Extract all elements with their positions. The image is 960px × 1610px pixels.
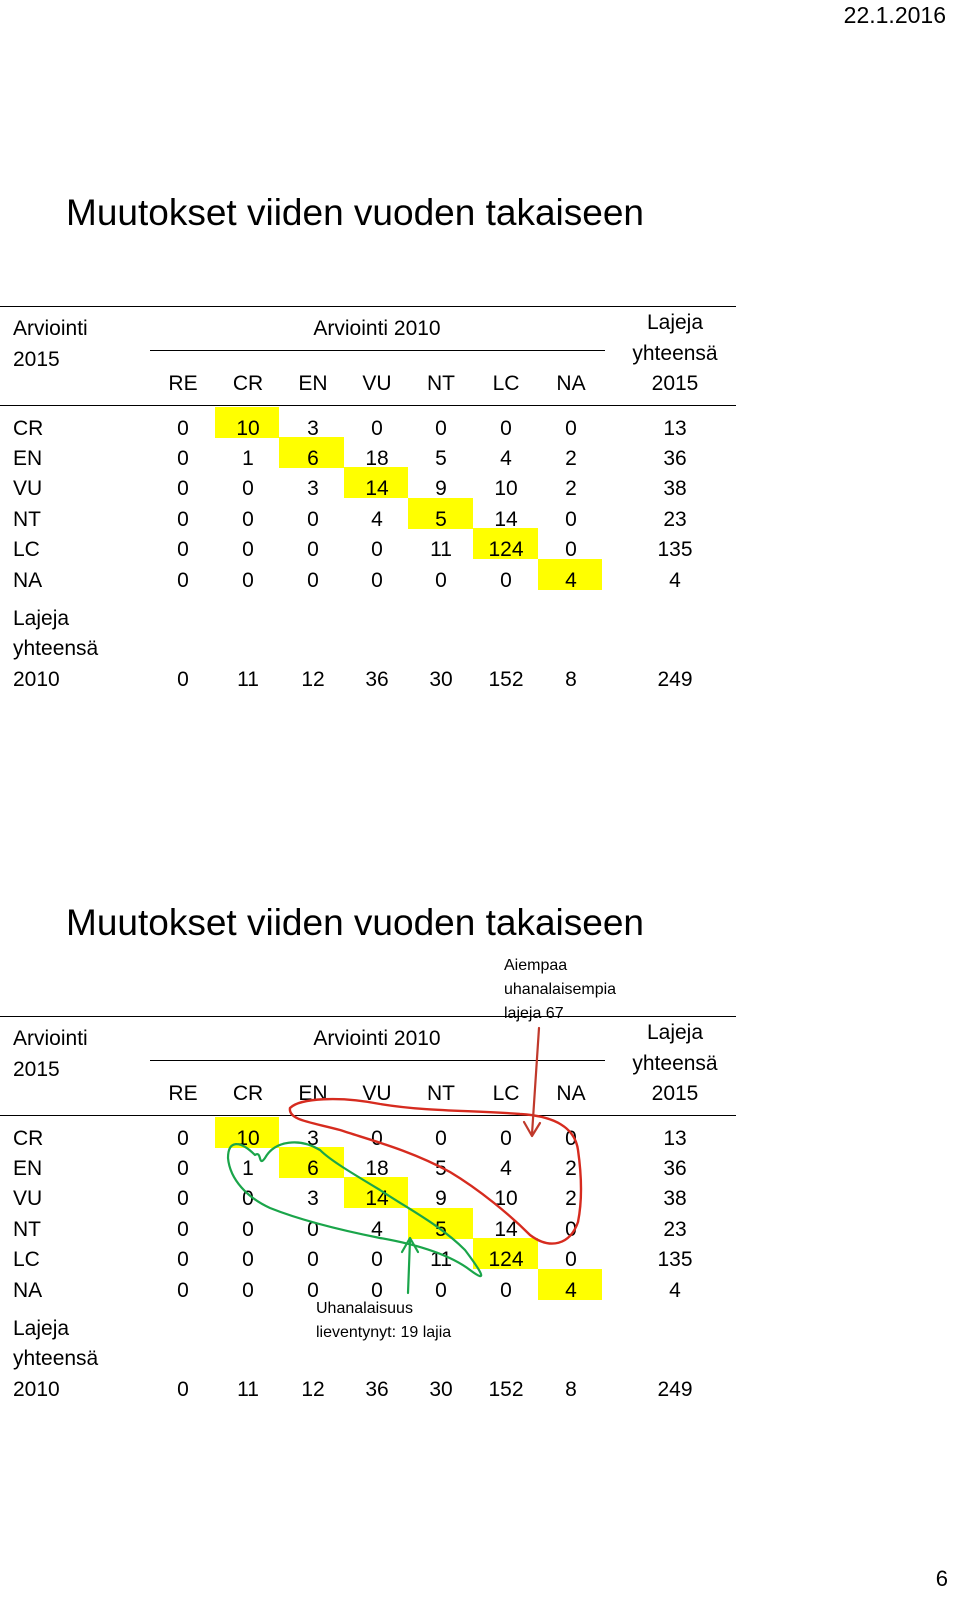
table-cell: 5	[435, 508, 447, 531]
table-cell: 4	[371, 1218, 383, 1241]
table-cell: 0	[500, 569, 512, 592]
column-header-en: EN	[298, 1082, 328, 1105]
column-total: 8	[565, 1378, 577, 1401]
table-cell: 0	[307, 508, 319, 531]
table-cell: 0	[500, 417, 512, 440]
row-label-na: NA	[13, 569, 43, 592]
column-total: 0	[177, 1378, 189, 1401]
total-column-label: 2015	[651, 1082, 699, 1105]
table-cell: 5	[435, 1218, 447, 1241]
table-cell: 0	[177, 1157, 189, 1180]
row-total: 4	[669, 1279, 681, 1302]
annotation-drawing	[0, 710, 960, 1420]
table-cell: 4	[565, 1279, 577, 1302]
column-header-na: NA	[556, 1082, 586, 1105]
row-label-en: EN	[13, 447, 43, 470]
table-cell: 0	[307, 538, 319, 561]
table-cell: 3	[307, 477, 319, 500]
table-cell: 1	[242, 447, 254, 470]
slide-1	[0, 0, 960, 710]
group-header-rule	[150, 350, 605, 351]
table-cell: 6	[307, 1157, 319, 1180]
column-total: 11	[237, 1378, 259, 1401]
column-header-vu: VU	[362, 372, 392, 395]
row-label-vu: VU	[13, 1187, 43, 1210]
column-header-lc: LC	[492, 1082, 520, 1105]
table-cell: 11	[430, 538, 452, 561]
table-cell: 0	[177, 1248, 189, 1271]
table-cell: 1	[242, 1157, 254, 1180]
total-column-label: 2015	[651, 372, 699, 395]
table-cell: 0	[242, 477, 254, 500]
table-cell: 0	[565, 508, 577, 531]
column-header-cr: CR	[232, 372, 264, 395]
table-cell: 2	[565, 477, 577, 500]
table-cell: 6	[307, 447, 319, 470]
row-label-vu: VU	[13, 477, 43, 500]
table-cell: 18	[365, 1157, 389, 1180]
table-cell: 0	[242, 1218, 254, 1241]
table-cell: 9	[435, 477, 447, 500]
table-cell: 3	[307, 1187, 319, 1210]
row-total: 23	[663, 508, 687, 531]
table-cell: 124	[488, 538, 524, 561]
row-label-lc: LC	[13, 1248, 40, 1271]
total-column-label: yhteensä	[632, 1052, 718, 1075]
table-cell: 0	[565, 1127, 577, 1150]
table-cell: 5	[435, 447, 447, 470]
column-group-label: Arviointi 2010	[313, 1027, 441, 1050]
column-total: 0	[177, 668, 189, 691]
table-cell: 2	[565, 447, 577, 470]
table-cell: 0	[565, 1248, 577, 1271]
table-cell: 2	[565, 1157, 577, 1180]
table-cell: 0	[307, 1218, 319, 1241]
table-cell: 10	[494, 477, 518, 500]
table-cell: 0	[565, 538, 577, 561]
table-cell: 0	[435, 1127, 447, 1150]
totals-row-label: Lajeja	[13, 1317, 70, 1340]
table-cell: 4	[371, 508, 383, 531]
table-cell: 14	[494, 1218, 518, 1241]
table-cell: 10	[494, 1187, 518, 1210]
table-cell: 10	[236, 417, 260, 440]
table-cell: 0	[177, 569, 189, 592]
table-cell: 4	[565, 569, 577, 592]
row-label-cr: CR	[13, 1127, 44, 1150]
grand-total: 249	[657, 668, 693, 691]
slide-2	[0, 710, 960, 1420]
table-cell: 0	[242, 569, 254, 592]
row-label-nt: NT	[13, 1218, 41, 1241]
table-cell: 0	[500, 1127, 512, 1150]
row-total: 4	[669, 569, 681, 592]
table-cell: 3	[307, 1127, 319, 1150]
table-cell: 3	[307, 417, 319, 440]
table-cell: 0	[177, 1218, 189, 1241]
table-cell: 0	[307, 569, 319, 592]
table-cell: 4	[500, 447, 512, 470]
table-cell: 0	[177, 1187, 189, 1210]
table-cell: 5	[435, 1157, 447, 1180]
group-header-rule	[150, 1060, 605, 1061]
row-total: 23	[663, 1218, 687, 1241]
row-total: 36	[663, 447, 687, 470]
column-total: 36	[365, 668, 389, 691]
column-header-re: RE	[168, 372, 198, 395]
table-cell: 0	[307, 1248, 319, 1271]
header-date: 22.1.2016	[843, 2, 946, 28]
table-cell: 0	[307, 1279, 319, 1302]
table-cell: 0	[565, 1218, 577, 1241]
column-total: 30	[429, 668, 453, 691]
column-total: 11	[237, 668, 259, 691]
table-cell: 0	[177, 417, 189, 440]
totals-row-label: yhteensä	[13, 1347, 99, 1370]
table-cell: 0	[242, 1248, 254, 1271]
table-cell: 0	[435, 1279, 447, 1302]
table-cell: 0	[177, 1127, 189, 1150]
column-total: 152	[488, 668, 524, 691]
table-cell: 0	[177, 538, 189, 561]
row-label-cr: CR	[13, 417, 44, 440]
arrow-improved	[408, 1240, 410, 1293]
row-header-label: Arviointi	[13, 317, 88, 340]
row-total: 38	[663, 1187, 687, 1210]
table-cell: 0	[242, 1279, 254, 1302]
table-cell: 0	[565, 417, 577, 440]
table-cell: 0	[177, 477, 189, 500]
annotation-worse: Aiempaa	[504, 957, 568, 974]
table-cell: 14	[365, 477, 389, 500]
table-cell: 0	[177, 1279, 189, 1302]
row-total: 13	[663, 417, 687, 440]
table-cell: 0	[242, 508, 254, 531]
header-bottom-rule	[0, 1115, 736, 1116]
row-total: 38	[663, 477, 687, 500]
table-cell: 4	[500, 1157, 512, 1180]
total-column-label: Lajeja	[646, 1021, 704, 1044]
page-number: 6	[935, 1566, 948, 1591]
table-cell: 0	[242, 538, 254, 561]
row-label-nt: NT	[13, 508, 41, 531]
table-cell: 0	[177, 447, 189, 470]
total-column-label: Lajeja	[646, 311, 704, 334]
table-cell: 14	[494, 508, 518, 531]
column-group-label: Arviointi 2010	[313, 317, 441, 340]
header-bottom-rule	[0, 405, 736, 406]
annotation-improved: lieventynyt: 19 lajia	[316, 1324, 452, 1341]
totals-row-label: Lajeja	[13, 607, 70, 630]
table-cell: 0	[371, 1248, 383, 1271]
row-total: 135	[657, 1248, 693, 1271]
column-total: 30	[429, 1378, 453, 1401]
table-cell: 18	[365, 447, 389, 470]
table-cell: 9	[435, 1187, 447, 1210]
arrow-worse	[532, 1028, 539, 1134]
column-header-cr: CR	[232, 1082, 264, 1105]
column-total: 36	[365, 1378, 389, 1401]
column-header-nt: NT	[427, 372, 455, 395]
row-header-label: 2015	[13, 348, 60, 371]
column-total: 152	[488, 1378, 524, 1401]
column-header-nt: NT	[427, 1082, 455, 1105]
annotation-improved: Uhanalaisuus	[316, 1300, 413, 1317]
column-total: 12	[301, 1378, 325, 1401]
column-total: 12	[301, 668, 325, 691]
total-column-label: yhteensä	[632, 342, 718, 365]
table-cell: 0	[435, 569, 447, 592]
row-label-lc: LC	[13, 538, 40, 561]
table-cell: 0	[500, 1279, 512, 1302]
table-cell: 0	[371, 1279, 383, 1302]
table-cell: 11	[430, 1248, 452, 1271]
column-header-re: RE	[168, 1082, 198, 1105]
slide-title: Muutokset viiden vuoden takaiseen	[66, 192, 644, 233]
annotation-worse: uhanalaisempia	[504, 981, 617, 998]
column-header-en: EN	[298, 372, 328, 395]
row-label-na: NA	[13, 1279, 43, 1302]
table-cell: 0	[371, 1127, 383, 1150]
row-total: 135	[657, 538, 693, 561]
table-cell: 10	[236, 1127, 260, 1150]
column-total: 8	[565, 668, 577, 691]
table-cell: 2	[565, 1187, 577, 1210]
table-cell: 14	[365, 1187, 389, 1210]
totals-row-label: yhteensä	[13, 637, 99, 660]
annotation-worse: lajeja 67	[504, 1005, 564, 1022]
table-cell: 124	[488, 1248, 524, 1271]
column-header-lc: LC	[492, 372, 520, 395]
table-cell: 0	[435, 417, 447, 440]
table-cell: 0	[371, 569, 383, 592]
row-label-en: EN	[13, 1157, 43, 1180]
grand-total: 249	[657, 1378, 693, 1401]
table-cell: 0	[371, 417, 383, 440]
totals-row-label: 2010	[13, 1378, 60, 1401]
totals-row-label: 2010	[13, 668, 60, 691]
row-total: 13	[663, 1127, 687, 1150]
column-header-na: NA	[556, 372, 586, 395]
table-cell: 0	[177, 508, 189, 531]
table-cell: 0	[371, 538, 383, 561]
row-header-label: 2015	[13, 1058, 60, 1081]
slide-title: Muutokset viiden vuoden takaiseen	[66, 902, 644, 943]
row-total: 36	[663, 1157, 687, 1180]
column-header-vu: VU	[362, 1082, 392, 1105]
table-cell: 0	[242, 1187, 254, 1210]
row-header-label: Arviointi	[13, 1027, 88, 1050]
